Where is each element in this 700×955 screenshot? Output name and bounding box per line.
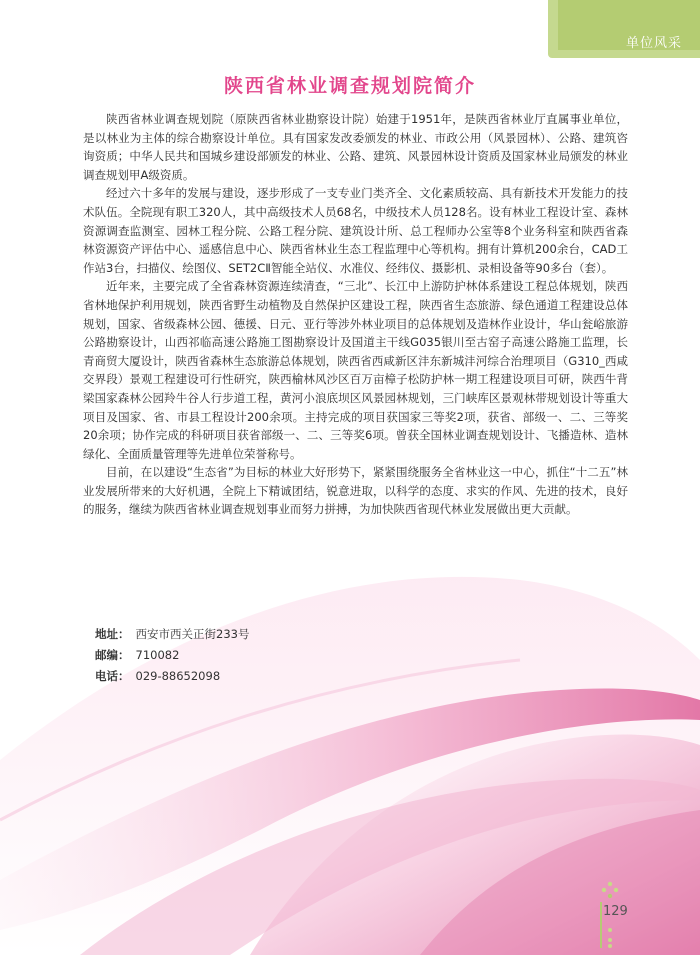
paragraph: 经过六十多年的发展与建设，逐步形成了一支专业门类齐全、文化素质较高、具有新技术开发能力的技术队伍。全院现有职工320人，其中高级技术人员68名，中级技术人员128名。设有林业工程设计室、森林资源调查监测室、园林工程分院、公路工程分院、建筑设计所、总工程师办公室等8个业务科室和陕西省森林资源资产评估中心、遥感信息中心、陕西省林业生态工程监理中心等机构。拥有计算机200余台，CAD工作站3台，扫描仪、绘图仪、SET2CⅡ智能全站仪、水准仪、经纬仪、摄影机、录相设备等90多台（套）。 xyxy=(83,186,628,275)
contact-value: 西安市西关正街233号 xyxy=(135,627,250,641)
contact-phone xyxy=(95,666,249,687)
paragraph: 目前，在以建设“生态省”为目标的林业大好形势下，紧紧围绕服务全省林业这一中心，抓住“十二五”林业发展所带来的大好机遇，全院上下精诚团结，锐意进取，以科学的态度、求实的作风、先进的技术，良好的服务，继续为陕西省林业调查规划事业而努力拼搏，为加快陕西省现代林业发展做出更大贡献。 xyxy=(83,465,628,517)
contact-label: 地址： xyxy=(95,627,130,641)
paragraph: 陕西省林业调查规划院（原陕西省林业勘察设计院）始建于1951年，是陕西省林业厅直属事业单位，是以林业为主体的综合勘察设计单位。具有国家发改委颁发的林业、市政公用（风景园林）、公路、建筑咨询资质；中华人民共和国城乡建设部颁发的林业、公路、建筑、风景园林设计资质及国家林业局颁发的林业调查规划甲A级资质。 xyxy=(83,112,628,182)
section-tab xyxy=(548,0,700,58)
contact-address xyxy=(95,624,249,645)
paragraph: 近年来，主要完成了全省森林资源连续清查，“三北”、长江中上游防护林体系建设工程总体规划，陕西省林地保护利用规划，陕西省野生动植物及自然保护区建设工程，陕西省生态旅游、绿色通道工程建设总体规划，国家、省级森林公园、德援、日元、亚行等涉外林业项目的总体规划及造林作业设计，华山瓮峪旅游公路勘察设计，山西祁临高速公路施工图勘察设计及国道主干线G035银川至古窑子高速公路施工监理，长青商贸大厦设计，陕西省森林生态旅游总体规划，陕西省西咸新区沣东新城沣河综合治理项目（G310_西咸交界段）景观工程建设可行性研究，陕西榆林风沙区百万亩樟子松防护林一期工程建设项目可研，陕西牛背梁国家森林公园羚牛谷人行步道工程，黄河小浪底坝区风景园林规划，三门峡库区景观林带规划设计等重大项目及国家、省、市县工程设计200余项。主持完成的项目获国家三等奖2项，获省、部级一、二、三等奖20余项；协作完成的科研项目获省部级一、二、三等奖6项。曾获全国林业调查规划设计、飞播造林、造林绿化、全面质量管理等先进单位荣誉称号。 xyxy=(83,279,628,461)
contact-value: 710082 xyxy=(135,648,180,662)
contact-info xyxy=(95,624,249,687)
contact-label: 邮编： xyxy=(95,648,130,662)
contact-label: 电话： xyxy=(95,669,130,683)
page-title: 陕西省林业调查规划院简介 xyxy=(223,75,476,97)
contact-value: 029-88652098 xyxy=(135,669,221,683)
contact-postcode xyxy=(95,645,249,666)
page-number: 129 xyxy=(603,904,628,919)
section-label: 单位风采 xyxy=(625,36,682,51)
article-body xyxy=(83,110,628,519)
